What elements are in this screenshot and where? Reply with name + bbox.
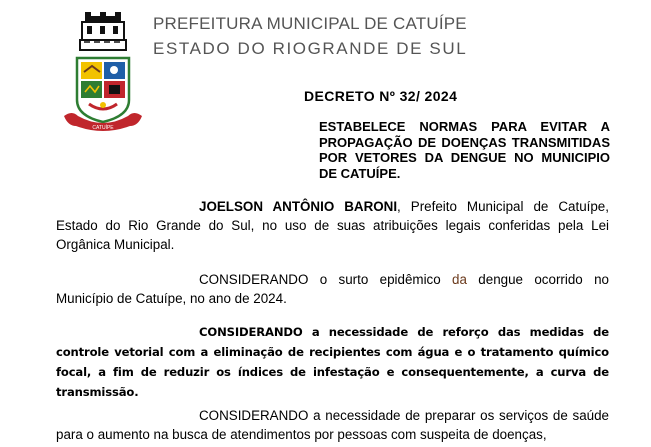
considering-2-text: a necessidade de reforço das medidas de controle vetorial com a eliminação de recipientes com água e o tratamento químico focal, a fim de reduzir os índices de infestação e consequentemente, a curva de transmissão.: [56, 325, 609, 399]
header-subtitle: ESTADO DO RIOGRANDE DE SUL: [153, 39, 468, 58]
paragraph-considering-1: [56, 270, 609, 308]
decree-title: DECRETO Nº 32/ 2024: [304, 88, 458, 104]
municipal-crest-logo: [62, 12, 144, 134]
considering-1-text-a: CONSIDERANDO o surto epidêmico: [199, 272, 453, 287]
considering-1-text-b: da: [452, 272, 467, 287]
crest-label: CATUÍPE: [92, 125, 114, 131]
paragraph-considering-2: [56, 322, 609, 402]
paragraph-preamble: [56, 197, 609, 254]
shield-icon: [77, 58, 129, 122]
considering-1-text-c: dengue ocorrido no Município de Catuípe, no ano de 2024.: [56, 272, 609, 306]
mayor-name: JOELSON ANTÔNIO BARONI: [199, 199, 398, 214]
decree-ementa: ESTABELECE NORMAS PARA EVITAR A PROPAGAÇÃO DE DOENÇAS TRANSMITIDAS POR VETORES DA DENGUE NO MUNICIPIO DE CATUÍPE.: [319, 119, 610, 181]
preamble-text: , Prefeito Municipal de Catuípe, Estado do Rio Grande do Sul, no uso de suas atribuições legais conferidas pela Lei Orgânica Municipal.: [56, 199, 609, 252]
considering-2-keyword: CONSIDERANDO: [199, 325, 303, 339]
header-title: PREFEITURA MUNICIPAL DE CATUÍPE: [153, 14, 467, 33]
paragraph-considering-3: CONSIDERANDO a necessidade de preparar os serviços de saúde para o aumento na busca de atendimentos por pessoas com suspeita de doenças,: [56, 408, 609, 442]
crown-icon: [80, 12, 126, 50]
